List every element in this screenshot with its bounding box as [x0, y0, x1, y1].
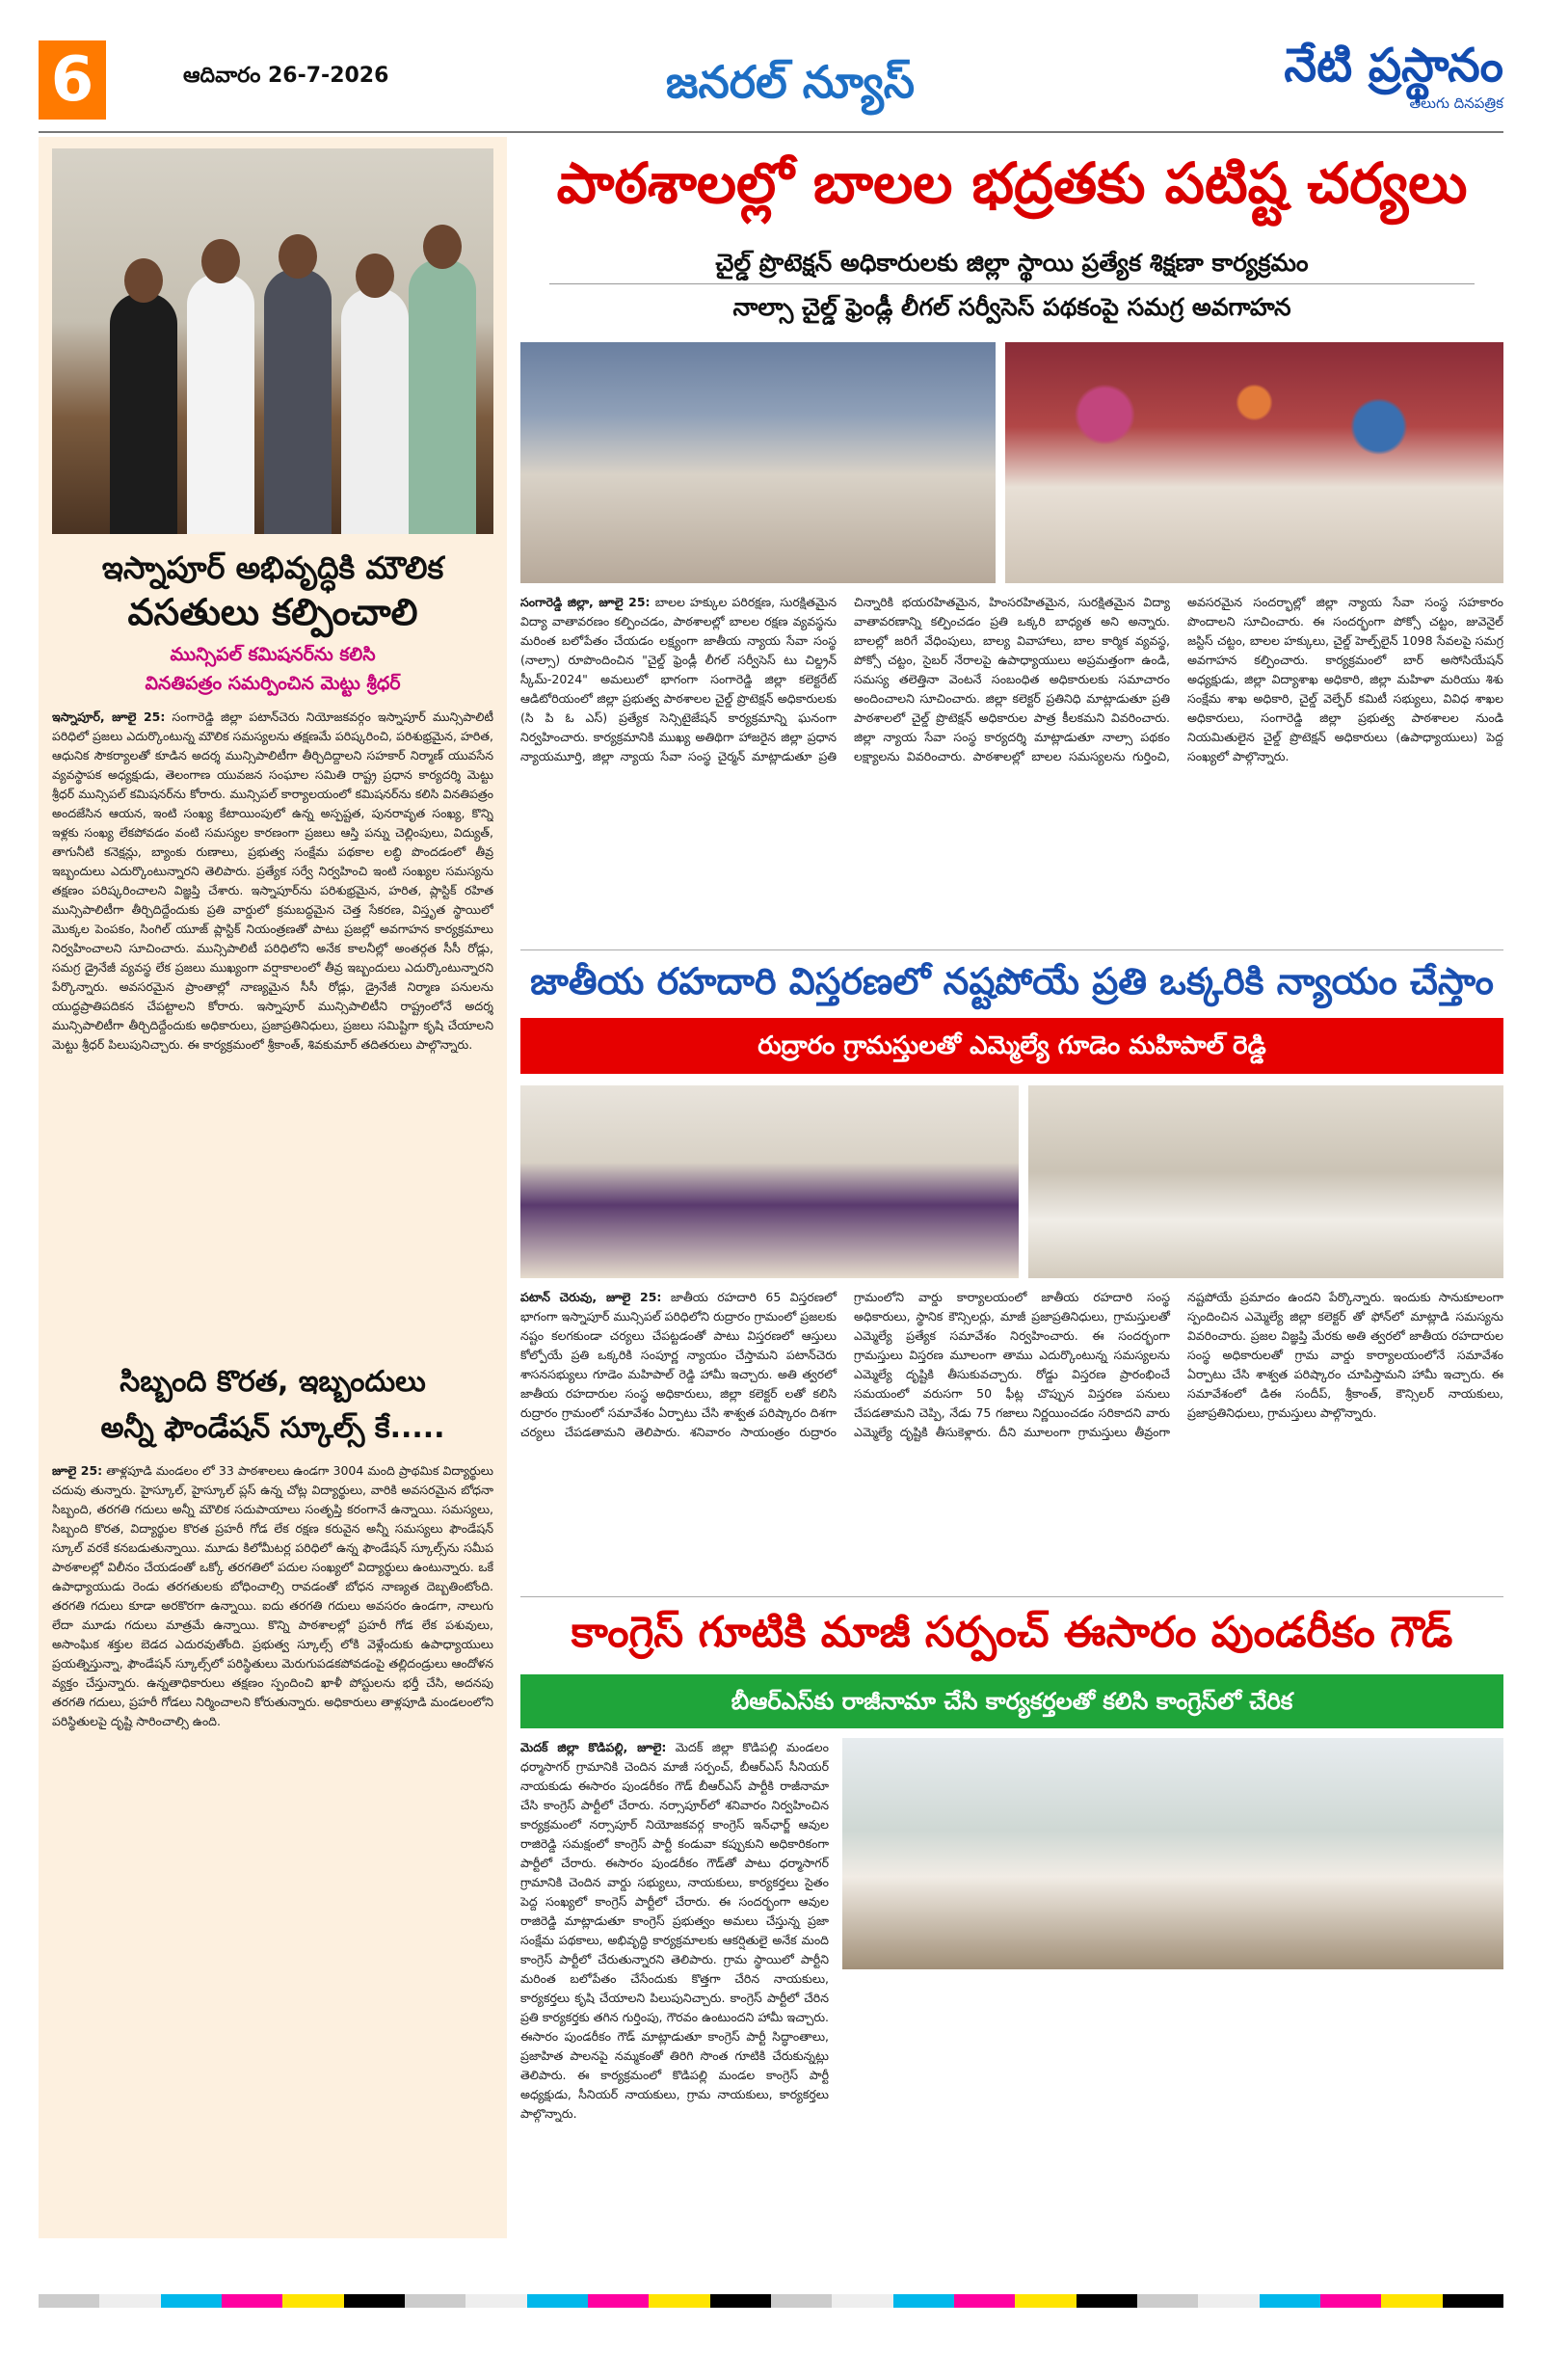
article-text: సంగారెడ్డి జిల్లా పటాన్‌చెరు నియోజకవర్గం ఇస్నాపూర్ మున్సిపాలిటీ పరిధిలో ప్రజలు ఎదుర్కొంటున్న మౌలిక సమస్యలను తక్షణమే పరిష్కరించి, పరిశుభ్రమైన, హరిత, ఆధునిక సౌకర్యాలతో కూడిన అదర్శ మున్సిపాలిటీగా తీర్చిదిద్దాలని సహకార్ నిర్మాణ్ యువసేన వ్యవస్థాపక అధ్యక్షుడు, తెలంగాణ యువజన సంఘాల సమితి రాష్ట్ర ప్రధాన కార్యదర్శి మెట్టు శ్రీధర్ మున్సిపల్ కమిషనర్‌ను కోరారు. మున్సిపల్ కార్యాలయంలో కమిషనర్‌ను కలిసి వినతిపత్రం అందజేసిన ఆయన, ఇంటి సంఖ్య కేటాయింపులో ఉన్న అస్పష్టత, పునరావృత సంఖ్య, కొన్ని ఇళ్లకు సంఖ్య లేకపోవడం వంటి సమస్యల కారణంగా ప్రజలు ఆస్తి పన్ను చెల్లింపులు, విద్యుత్, తాగునీటి కనెక్షన్లు, బ్యాంకు రుణాలు, ప్రభుత్వ సంక్షేమ పథకాల లబ్ధి పొందడంలో తీవ్ర ఇబ్బందులు ఎదుర్కొంటున్నారని తెలిపారు. ప్రత్యేక సర్వే నిర్వహించి ఇంటి సంఖ్యల సమస్యను తక్షణం పరిష్కరించాలని విజ్ఞప్తి చేశారు. ఇస్నాపూర్‌ను పరిశుభ్రమైన, హరిత, ప్లాస్టిక్ రహిత మున్సిపాలిటీగా తీర్చిదిద్దేందుకు ప్రతి వార్డులో క్రమబద్ధమైన చెత్త సేకరణ, విస్తృత స్థాయిలో మొక్కల పెంపకం, సింగిల్ యూజ్ ప్లాస్టిక్ నియంత్రణతో పాటు ప్రజల్లో అవగాహన కార్యక్రమాలు నిర్వహించాలని సూచించారు. మున్సిపాలిటీ పరిధిలోని అనేక కాలనీల్లో అంతర్గత సీసీ రోడ్లు, సమగ్ర డ్రైనేజీ వ్యవస్థ లేక ప్రజలు ముఖ్యంగా వర్షాకాలంలో తీవ్ర ఇబ్బందులు ఎదుర్కొంటున్నారని పేర్కొన్నారు. అవసరమైన ప్రాంతాల్లో నాణ్యమైన సీసీ రోడ్లు, డ్రైనేజీ నిర్మాణ పనులను యుద్ధప్రాతిపదికన చేపట్టాలని కోరారు. ఇస్నాపూర్ మున్సిపాలిటీని రాష్ట్రంలోనే అదర్శ మున్సిపాలిటీగా తీర్చిదిద్దేందుకు అధికారులు, ప్రజాప్రతినిధులు, ప్రజలు సమిష్టిగా కృషి చేయాలని మెట్టు శ్రీధర్ పిలుపునిచ్చారు. ఈ కార్యక్రమంలో శ్రీకాంత్, శివకుమార్ తదితరులు పాల్గొన్నారు. — [52, 709, 493, 1052]
article-text: మెదక్ జిల్లా కొడిపల్లి మండలం ధర్మాసాగర్ గ్రామానికి చెందిన మాజీ సర్పంచ్, బీఆర్ఎస్ సీనియర్ నాయకుడు ఈసారం పుండరీకం గౌడ్ బీఆర్ఎస్ పార్టీకి రాజీనామా చేసి కాంగ్రెస్ పార్టీలో చేరారు. నర్సాపూర్‌లో శనివారం నిర్వహించిన కార్యక్రమంలో నర్సాపూర్ నియోజకవర్గ కాంగ్రెస్ ఇన్‌ఛార్జ్ ఆవుల రాజిరెడ్డి సమక్షంలో కాంగ్రెస్ పార్టీ కండువా కప్పుకుని అధికారికంగా పార్టీలో చేరారు. ఈసారం పుండరీకం గౌడ్‌తో పాటు ధర్మాసాగర్ గ్రామానికి చెందిన వార్డు సభ్యులు, నాయకులు, కార్యకర్తలు సైతం పెద్ద సంఖ్యలో కాంగ్రెస్ పార్టీలో చేరారు. ఈ సందర్భంగా ఆవుల రాజిరెడ్డి మాట్లాడుతూ కాంగ్రెస్ ప్రభుత్వం అమలు చేస్తున్న ప్రజా సంక్షేమ పథకాలు, అభివృద్ధి కార్యక్రమాలకు ఆకర్షితులై అనేక మంది కాంగ్రెస్ పార్టీలో చేరుతున్నారని తెలిపారు. గ్రామ స్థాయిలో పార్టీని మరింత బలోపేతం చేసేందుకు కొత్తగా చేరిన నాయకులు, కార్యకర్తలు కృషి చేయాలని పిలుపునిచ్చారు. కాంగ్రెస్ పార్టీలో చేరిన ప్రతి కార్యకర్తకు తగిన గుర్తింపు, గౌరవం ఉంటుందని హామీ ఇచ్చారు. ఈసారం పుండరీకం గౌడ్ మాట్లాడుతూ కాంగ్రెస్ పార్టీ సిద్ధాంతాలు, ప్రజాహిత పాలనపై నమ్మకంతో తిరిగి సొంత గూటికి చేరుకున్నట్లు తెలిపారు. ఈ కార్యక్రమంలో కొడిపల్లి మండల కాంగ్రెస్ పార్టీ అధ్యక్షుడు, సీనియర్ నాయకులు, గ్రామ నాయకులు, కార్యకర్తలు పాల్గొన్నారు. — [520, 1740, 829, 2121]
sidebar-story1-subhead — [52, 640, 493, 698]
main-story1-subhead2: నాల్సా చైల్డ్ ఫ్రెండ్లీ లీగల్ సర్వీసెస్ పథకంపై సమగ్ర అవగాహన — [732, 293, 1291, 321]
article-text: బాలల హక్కుల పరిరక్షణ, సురక్షితమైన విద్యా వాతావరణం కల్పించడం, పాఠశాలల్లో బాలల రక్షణ వ్యవస్థను మరింత బలోపేతం చేయడం లక్ష్యంగా జాతీయ న్యాయ సేవా సంస్థ (నాల్సా) రూపొందించిన "చైల్డ్ ఫ్రెండ్లీ లీగల్ సర్వీసెస్ టు చిల్డ్రన్ స్కీమ్-2024" అమలులో భాగంగా సంగారెడ్డి జిల్లా కలెక్టరేట్ ఆడిటోరియంలో జిల్లా ప్రభుత్వ పాఠశాలల చైల్డ్ ప్రొటెక్షన్ అధికారులకు (సి పి ఓ ఎస్) ప్రత్యేక సెన్సిటైజేషన్ కార్యక్రమాన్ని ఘనంగా నిర్వహించారు. కార్యక్రమానికి ముఖ్య అతిథిగా హాజరైన జిల్లా ప్రధాన న్యాయమూర్తి, జిల్లా న్యాయ సేవా సంస్థ చైర్మన్ మాట్లాడుతూ ప్రతి చిన్నారికి భయరహితమైన, హింసరహితమైన, సురక్షితమైన విద్యా వాతావరణాన్ని కల్పించడం ప్రతి ఒక్కరి బాధ్యత అని అన్నారు. బాలల్లో జరిగే వేధింపులు, బాల్య వివాహాలు, బాల కార్మిక వ్యవస్థ, పోక్సో చట్టం, సైబర్ నేరాలపై ఉపాధ్యాయులు అప్రమత్తంగా ఉండి, సమస్య తలెత్తినా వెంటనే సంబంధిత అధికారులకు సమాచారం అందించాలని సూచించారు. జిల్లా కలెక్టర్ ప్రతినిధి మాట్లాడుతూ ప్రతి పాఠశాలలో చైల్డ్ ప్రొటెక్షన్ అధికారుల పాత్ర కీలకమని వివరించారు. జిల్లా న్యాయ సేవా సంస్థ కార్యదర్శి మాట్లాడుతూ నాల్సా పథకం లక్ష్యాలను వివరించారు. పాఠశాలల్లో బాలల సమస్యలను గుర్తించి, అవసరమైన సందర్భాల్లో జిల్లా న్యాయ సేవా సంస్థ సహకారం పొందాలని సూచించారు. ఈ సందర్భంగా పోక్సో చట్టం, జువెనైల్ జస్టిస్ చట్టం, బాలల హక్కులు, చైల్డ్ హెల్ప్‌లైన్ 1098 సేవలపై సమగ్ర అవగాహన కల్పించారు. కార్యక్రమంలో బార్ అసోసియేషన్ అధ్యక్షుడు, జిల్లా విద్యాశాఖ అధికారి, జిల్లా మహిళా మరియు శిశు సంక్షేమ శాఖ అధికారి, చైల్డ్ వెల్ఫేర్ కమిటీ సభ్యులు, వివిధ శాఖల అధికారులు, సంగారెడ్డి జిల్లా ప్రభుత్వ పాఠశాలల నుండి నియమితులైన చైల్డ్ ప్రొటెక్షన్ అధికారులు (ఉపాధ్యాయులు) పెద్ద సంఖ్యలో పాల్గొన్నారు. — [520, 595, 1503, 763]
person-head — [423, 225, 462, 269]
subhead-line: వినతిపత్రం సమర్పించిన మెట్టు శ్రీధర్ — [145, 673, 401, 694]
main-story2-banner: రుద్రారం గ్రామస్తులతో ఎమ్మెల్యే గూడెం మహిపాల్ రెడ్డి — [520, 1018, 1503, 1074]
sidebar-story1-body — [52, 708, 493, 1344]
masthead — [1284, 37, 1503, 116]
person-head — [279, 234, 317, 279]
photo-village-meeting-crowd — [1028, 1085, 1503, 1278]
main-story3-banner: బీఆర్ఎస్‌కు రాజీనామా చేసి కార్యకర్తలతో కలిసి కాంగ్రెస్‌లో చేరిక — [520, 1674, 1503, 1728]
photo-party-joining — [842, 1738, 1503, 1969]
masthead-title: నేటి ప్రస్థానం — [1284, 39, 1503, 93]
person-head — [201, 239, 240, 283]
masthead-subtitle: తెలుగు దినపత్రిక — [1409, 94, 1503, 112]
dateline: ఇస్నాపూర్, జూలై 25: — [52, 709, 166, 724]
person-figure — [409, 259, 476, 534]
sidebar-story2-body — [52, 1461, 493, 2238]
article-text: జాతీయ రహదారి 65 విస్తరణలో భాగంగా ఇస్నాపూర్ మున్సిపల్ పరిధిలోని రుద్రారం గ్రామంలో ప్రజలకు నష్టం కలగకుండా చర్యలు చేపట్టడంతో పాటు విస్తరణలో ఆస్తులు కోల్పోయే ప్రతి ఒక్కరికి సంపూర్ణ న్యాయం చేస్తామని పటాన్‌చెరు శాసనసభ్యులు గూడెం మహిపాల్ రెడ్డి హామీ ఇచ్చారు. అతి త్వరలో జాతీయ రహదారుల సంస్థ అధికారులు, జిల్లా కలెక్టర్ లతో కలిసి రుద్రారం గ్రామంలో సమావేశం ఏర్పాటు చేసి శాశ్వత పరిష్కారం దిశగా చర్యలు చేపడతామని తెలిపారు. శనివారం సాయంత్రం రుద్రారం గ్రామంలోని వార్డు కార్యాలయంలో జాతీయ రహదారి సంస్థ అధికారులు, స్థానిక కౌన్సిలర్లు, మాజీ ప్రజాప్రతినిధులు, గ్రామస్తులతో ఎమ్మెల్యే ప్రత్యేక సమావేశం నిర్వహించారు. ఈ సందర్భంగా గ్రామస్తులు విస్తరణ మూలంగా తాము ఎదుర్కొంటున్న సమస్యలను ఎమ్మెల్యే దృష్టికి తీసుకువచ్చారు. రోడ్డు విస్తరణ ప్రారంభించే సమయంలో వరుసగా 50 ఫీట్ల చొప్పున విస్తరణ పనులు చేపడతామని చెప్పి, నేడు 75 గజాలు నిర్ణయించడం సరికాదని వారు ఎమ్మెల్యే దృష్టికి తీసుకెళ్లారు. దీని మూలంగా గ్రామస్తులు తీవ్రంగా నష్టపోయే ప్రమాదం ఉందని పేర్కొన్నారు. ఇందుకు సానుకూలంగా స్పందించిన ఎమ్మెల్యే జిల్లా కలెక్టర్ తో ఫోన్‌లో మాట్లాడి సమస్యను వివరించారు. ప్రజల విజ్ఞప్తి మేరకు అతి త్వరలో జాతీయ రహదారుల సంస్థ అధికారులతో గ్రామ వార్డు కార్యాలయంలోనే సమావేశం ఏర్పాటు చేసి శాశ్వత పరిష్కారం చూపిస్తామని హామీ ఇచ్చారు. ఈ సమావేశంలో డిఈ సందీప్, శ్రీకాంత్, కౌన్సిలర్ నాయకులు, ప్రజాప్రతినిధులు, గ్రామస్తులు పాల్గొన్నారు. — [520, 1290, 1503, 1439]
dateline: పటాన్ చెరువు, జూలై 25: — [520, 1290, 662, 1304]
section-title: జనరల్ న్యూస్ — [665, 56, 916, 108]
person-figure — [264, 269, 332, 534]
photo-training-audience — [1005, 342, 1503, 583]
main-story2-headline: జాతీయ రహదారి విస్తరణలో నష్టపోయే ప్రతి ఒక్కరికి న్యాయం చేస్తాం — [520, 949, 1503, 1012]
issue-date: ఆదివారం 26-7-2026 — [183, 64, 389, 88]
subhead-line: మున్సిపల్ కమిషనర్‌ను కలిసి — [170, 644, 376, 665]
main-story3-headline: కాంగ్రెస్ గూటికి మాజీ సర్పంచ్ ఈసారం పుండరీకం గౌడ్ — [520, 1596, 1503, 1669]
main-story1-headline: పాఠశాలల్లో బాలల భద్రతకు పటిష్ట చర్యలు — [556, 150, 1468, 216]
main-story1-photos — [520, 342, 1503, 583]
photo-training-stage — [520, 342, 996, 583]
headline-line: ఇస్నాపూర్ అభివృద్ధికి మౌలిక — [101, 549, 444, 586]
sidebar-column — [39, 137, 507, 2238]
dateline: మెదక్ జిల్లా కొడిపల్లి, జూలై: — [520, 1740, 667, 1754]
photo-commissioner-meeting — [52, 148, 493, 534]
main-story3-content — [520, 1738, 1503, 2238]
sidebar-story2-headline — [52, 1359, 493, 1452]
printer-color-bar — [39, 2294, 1503, 2308]
person-head — [124, 258, 163, 303]
main-story2-photos — [520, 1085, 1503, 1278]
main-story1-subhead1: చైల్డ్ ప్రొటెక్షన్ అధికారులకు జిల్లా స్థాయి ప్రత్యేక శిక్షణా కార్యక్రమం — [549, 243, 1475, 284]
person-figure — [341, 288, 409, 534]
person-figure — [187, 274, 254, 534]
headline-line: సిబ్బంది కొరత, ఇబ్బందులు — [120, 1365, 426, 1399]
main-story3-body — [520, 1738, 829, 2238]
headline-line: అన్నీ ఫౌండేషన్ స్కూల్స్ కే..... — [100, 1411, 445, 1445]
main-story1-body — [520, 593, 1503, 940]
photo-village-meeting-stage — [520, 1085, 1019, 1278]
headline-line: వసతులు కల్పించాలి — [127, 591, 418, 633]
dateline: సంగారెడ్డి జిల్లా, జూలై 25: — [520, 595, 651, 609]
person-head — [356, 254, 394, 298]
article-text: తాళ్లపూడి మండలం లో 33 పాఠశాలలు ఉండగా 3004 మంది ప్రాథమిక విద్యార్థులు చదువు తున్నారు. హైస్కూల్, హైస్కూల్ ప్లస్ ఉన్న చోట్ల విద్యార్థులు, వారికి అవసరమైన బోధనా సిబ్బంది, తరగతి గదులు అన్నీ మౌలిక సదుపాయాలు సంతృప్తి కరంగానే ఉన్నాయి. సమస్యలు, సిబ్బంది కొరత, విద్యార్థుల కొరత ప్రహరీ గోడ లేక రక్షణ కరువైన అన్నీ సమస్యలు ఫౌండేషన్ స్కూల్ వరకే కనబడుతున్నాయి. మూడు కిలోమీటర్ల పరిధిలో ఉన్న ఫౌండేషన్ స్కూల్స్‌ను సమీప పాఠశాలల్లో విలీనం చేయడంతో ఒక్కో తరగతిలో పదుల సంఖ్యలో విద్యార్థులు ఉంటున్నారు. ఒకే ఉపాధ్యాయుడు రెండు తరగతులకు బోధించాల్సి రావడంతో బోధన నాణ్యత దెబ్బతింటోంది. తరగతి గదులు కూడా అరకొరగా ఉన్నాయి. ఐదు తరగతి గదులు అవసరం ఉండగా, నాలుగు లేదా మూడు గదులు మాత్రమే ఉన్నాయి. కొన్ని పాఠశాలల్లో ప్రహరీ గోడ లేక పశువులు, అసాంఘిక శక్తుల బెడద ఎదురవుతోంది. ప్రభుత్వ స్కూల్స్ లోకి వెళ్లేందుకు ఉపాధ్యాయులు ప్రయత్నిస్తున్నా, ఫౌండేషన్ స్కూల్స్‌లో పరిస్థితులు మెరుగుపడకపోవడంపై తల్లిదండ్రులు ఆందోళన వ్యక్తం చేస్తున్నారు. ఉన్నతాధికారులు తక్షణం స్పందించి ఖాళీ పోస్టులను భర్తీ చేసి, అదనపు తరగతి గదులు, ప్రహరీ గోడలు నిర్మించాలని కోరుతున్నారు. అధికారులు తాళ్లపూడి మండలంలోని పరిస్థితులపై దృష్టి సారించాల్సి ఉంది. — [52, 1463, 493, 1728]
main-story2-body — [520, 1288, 1503, 1587]
dateline: జూలై 25: — [52, 1463, 103, 1478]
person-figure — [110, 293, 177, 534]
sidebar-story1-headline — [52, 546, 493, 634]
main-column — [520, 137, 1503, 2238]
page-number: 6 — [39, 40, 106, 120]
page-header — [39, 27, 1503, 133]
